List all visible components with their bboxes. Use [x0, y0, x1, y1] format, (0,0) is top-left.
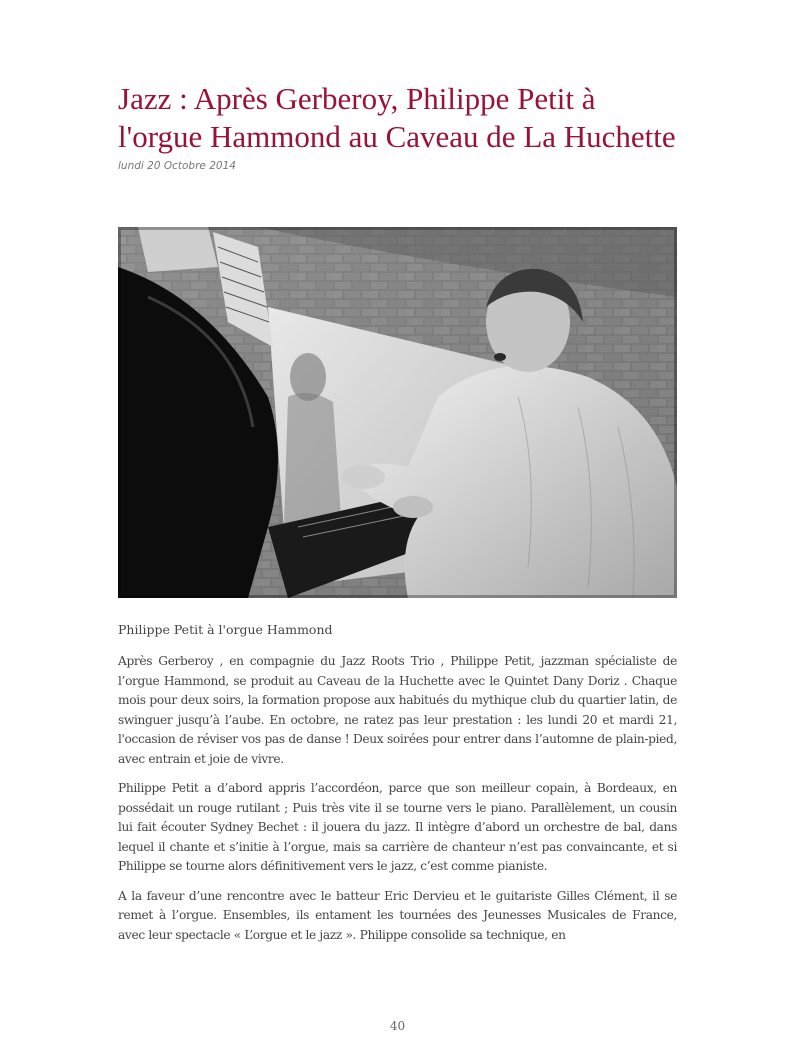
- photo-illustration: [118, 227, 677, 598]
- article-date: lundi 20 Octobre 2014: [118, 160, 236, 172]
- paragraph: Philippe Petit a d’abord appris l’accordéon, parce que son meilleur copain, à Bordeaux, en possédait un rouge rutilant ; Puis très vite il se tourne vers le piano. Parallèlement, un cousin lui fait écouter Sydney Bechet : il jouera du jazz. Il intègre d’abord un orchestre de bal, dans lequel il chante et s’initie à l’orgue, mais sa carrière de chanteur n’est pas convaincante, et si Philippe se tourne alors définitivement vers le jazz, c’est comme pianiste.: [118, 781, 677, 873]
- paragraph: Après Gerberoy , en compagnie du Jazz Roots Trio , Philippe Petit, jazzman spécialiste de l’orgue Hammond, se produit au Caveau de la Huchette avec le Quintet Dany Doriz . Chaque mois pour deux soirs, la formation propose aux habitués du mythique club du quartier latin, de swinguer jusqu’à l’aube. En octobre, ne ratez pas leur prestation : les lundi 20 et mardi 21, l'occasion de réviser vos pas de danse ! Deux soirées pour entrer dans l’automne de plain-pied, avec entrain et joie de vivre.: [118, 654, 677, 766]
- article-header: [118, 80, 677, 172]
- article-title: Jazz : Après Gerberoy, Philippe Petit à l'orgue Hammond au Caveau de La Huchette: [118, 81, 676, 154]
- photo-caption: Philippe Petit à l'orgue Hammond: [118, 622, 333, 637]
- page-number: 40: [389, 1019, 406, 1033]
- article-body: [118, 652, 677, 955]
- paragraph: A la faveur d’une rencontre avec le batteur Eric Dervieu et le guitariste Gilles Clément, il se remet à l’orgue. Ensembles, ils entament les tournées des Jeunesses Musicales de France, avec leur spectacle « L’orgue et le jazz ». Philippe consolide sa technique, en: [118, 888, 677, 942]
- article-photo: [118, 227, 677, 598]
